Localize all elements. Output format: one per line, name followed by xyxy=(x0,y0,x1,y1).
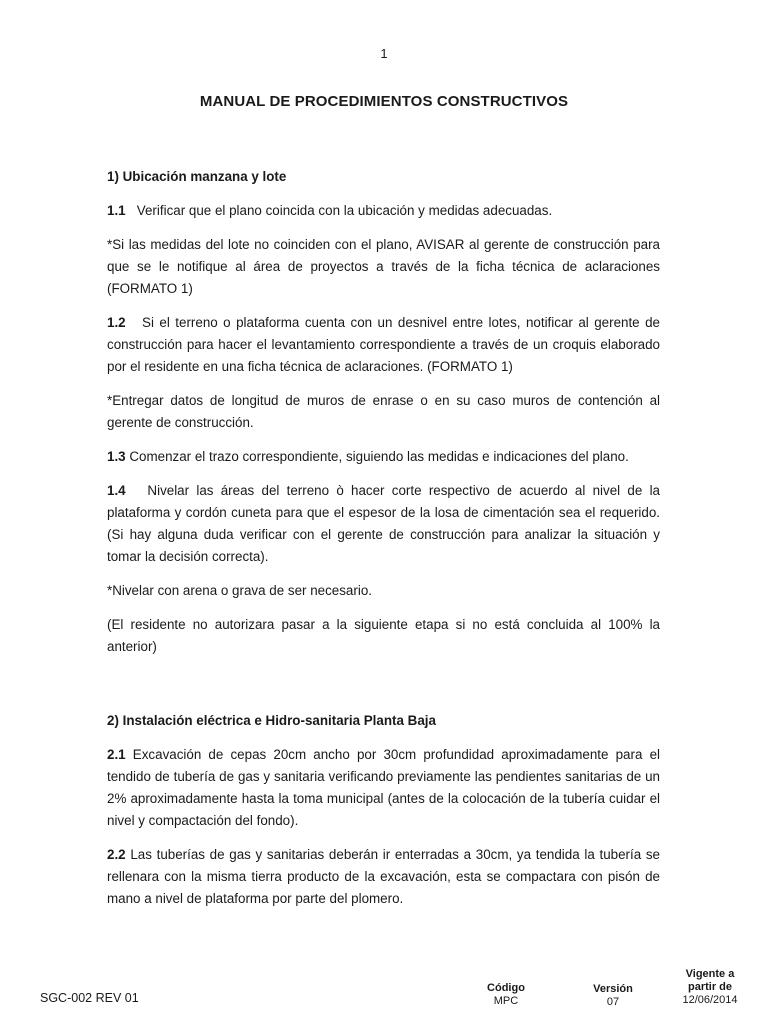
version-label: Versión xyxy=(593,983,633,995)
paragraph-note-residente xyxy=(107,614,660,658)
paragraph-text: *Si las medidas del lote no coinciden con el plano, AVISAR al gerente de construcción para que se le notifique al área de proyectos a través de la ficha técnica de aclaraciones (FORMATO 1) xyxy=(107,237,660,296)
item-number: 1.2 xyxy=(107,315,126,330)
paragraph-text: *Entregar datos de longitud de muros de enrase o en su caso muros de contención al gerente de construcción. xyxy=(107,393,660,430)
codigo-value: MPC xyxy=(493,995,519,1007)
item-number: 1.4 xyxy=(107,483,126,498)
vigente-value: 12/06/2014 xyxy=(682,994,738,1006)
paragraph-note-muros xyxy=(107,390,660,434)
paragraph-note-nivelar xyxy=(107,580,660,602)
document-code: SGC-002 REV 01 xyxy=(40,991,139,1005)
section-heading-instalacion: 2) Instalación eléctrica e Hidro-sanitaria Planta Baja xyxy=(107,713,436,728)
paragraph-text: Si el terreno o plataforma cuenta con un desnivel entre lotes, notificar al gerente de construcción para hacer el levantamiento correspondiente a través de un croquis elaborado por el residente en una ficha técnica de aclaraciones. (FORMATO 1) xyxy=(107,315,660,374)
paragraph-text: Verificar que el plano coincida con la ubicación y medidas adecuadas. xyxy=(136,203,553,218)
vigente-label-line2: partir de xyxy=(687,981,732,993)
page-number: 1 xyxy=(380,46,388,61)
item-number: 2.1 xyxy=(107,747,126,762)
paragraph-2-1 xyxy=(107,744,660,832)
paragraph-text: Las tuberías de gas y sanitarias deberán ir enterradas a 30cm, ya tendida la tubería se rellenara con la misma tierra producto de la excavación, esta se compactara con pisón de mano a nivel de plataforma por parte del plomero. xyxy=(107,847,660,906)
paragraph-1-2 xyxy=(107,312,660,378)
paragraph-text: Excavación de cepas 20cm ancho por 30cm profundidad aproximadamente para el tendido de tubería de gas y sanitaria verificando previamente las pendientes sanitarias de un 2% aproximadamente hasta la toma municipal (antes de la colocación de la tubería cuidar el nivel y compactación del fondo). xyxy=(107,747,660,828)
item-number: 2.2 xyxy=(107,847,126,862)
paragraph-1-1 xyxy=(107,200,660,222)
paragraph-text: (El residente no autorizara pasar a la siguiente etapa si no está concluida al 100% la anterior) xyxy=(107,617,660,654)
codigo-label: Código xyxy=(487,982,525,994)
paragraph-text: *Nivelar con arena o grava de ser necesario. xyxy=(107,583,372,598)
paragraph-1-4 xyxy=(107,480,660,568)
paragraph-text: Nivelar las áreas del terreno ò hacer corte respectivo de acuerdo al nivel de la plataforma y cordón cuneta para que el espesor de la losa de cimentación sea el requerido. (Si hay alguna duda verificar con el gerente de construcción para analizar la situación y tomar la decisión correcta). xyxy=(107,483,660,564)
footer-codigo xyxy=(476,982,536,1008)
paragraph-text: Comenzar el trazo correspondiente, siguiendo las medidas e indicaciones del plano. xyxy=(129,449,629,464)
footer-vigente xyxy=(672,968,748,1007)
paragraph-note-medidas xyxy=(107,234,660,300)
section-heading-ubicacion: 1) Ubicación manzana y lote xyxy=(107,169,287,184)
document-title: MANUAL DE PROCEDIMIENTOS CONSTRUCTIVOS xyxy=(199,93,569,110)
item-number: 1.1 xyxy=(107,203,126,218)
page-footer xyxy=(0,960,768,1024)
paragraph-2-2 xyxy=(107,844,660,910)
document-body xyxy=(107,166,660,922)
version-value: 07 xyxy=(606,996,620,1008)
vigente-label-line1: Vigente a xyxy=(685,968,735,980)
paragraph-1-3 xyxy=(107,446,660,468)
footer-version xyxy=(583,983,643,1009)
item-number: 1.3 xyxy=(107,449,126,464)
